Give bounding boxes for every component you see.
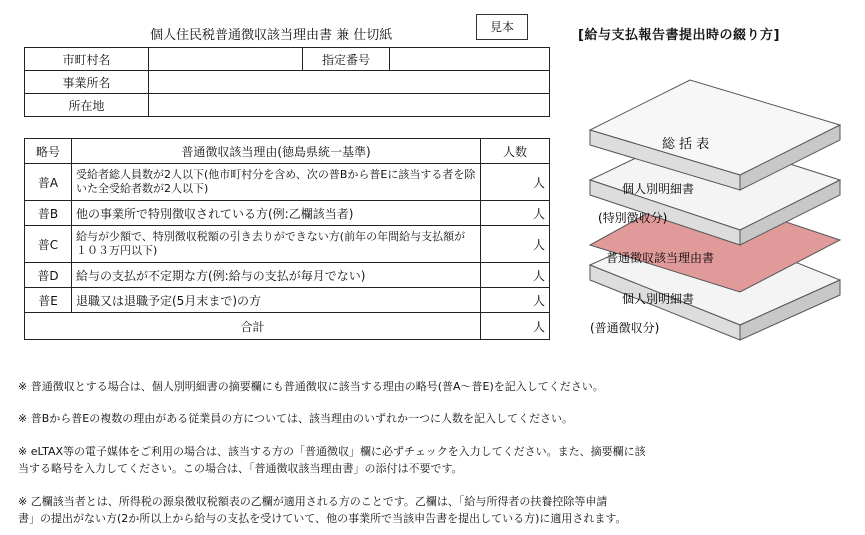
sample-stamp: 見本 xyxy=(476,14,528,40)
designation-number-field[interactable] xyxy=(390,48,550,71)
layer-special-label: 個人別明細書 xyxy=(622,182,695,196)
row-code: 普E xyxy=(25,288,72,313)
row-code: 普D xyxy=(25,263,72,288)
address-field[interactable] xyxy=(149,94,550,117)
row-code: 普A xyxy=(25,164,72,201)
layer-ordinary-sublabel: (普通徴収分) xyxy=(590,321,660,335)
row-code: 普C xyxy=(25,226,72,263)
municipality-field[interactable] xyxy=(149,48,303,71)
note-1: ※ 普通徴収とする場合は、個人別明細書の摘要欄にも普通徴収に該当する理由の略号(普A～普E)を記入してください。 xyxy=(18,380,604,393)
designation-number-label: 指定番号 xyxy=(303,48,390,71)
row-code: 普B xyxy=(25,201,72,226)
note-2: ※ 普Bから普Eの複数の理由がある従業員の方については、該当理由のいずれか一つに人数を記入してください。 xyxy=(18,412,573,425)
note-3: ※ eLTAX等の電子媒体をご利用の場合は、該当する方の「普通徴収」欄に必ずチェックを入力してください。また、摘要欄に該 当する略号を入力してください。この場合は、「普通徴収該当理由書」の添付は不要です。 xyxy=(18,445,646,475)
office-name-field[interactable] xyxy=(149,71,550,94)
binding-instructions-title: [給与支払報告書提出時の綴り方] xyxy=(578,28,780,43)
reason-header: 普通徴収該当理由(徳島県統一基準) xyxy=(72,139,481,164)
row-count-field[interactable]: 人 xyxy=(481,201,550,226)
layer-special-sublabel: (特別徴収分) xyxy=(598,211,668,225)
layer-reason-label: 普通徴収該当理由書 xyxy=(606,251,715,265)
address-label: 所在地 xyxy=(25,94,149,117)
office-name-label: 事業所名 xyxy=(25,71,149,94)
total-count-field[interactable]: 人 xyxy=(481,313,550,340)
row-reason: 給与の支払が不定期な方(例:給与の支払が毎月でない) xyxy=(72,263,481,288)
code-header: 略号 xyxy=(25,139,72,164)
office-info-table xyxy=(24,47,550,117)
row-reason: 給与が少額で、特別徴収税額の引き去りができない方(前年の年間給与支払額が１０３万円以下) xyxy=(72,226,481,263)
row-count-field[interactable]: 人 xyxy=(481,226,550,263)
row-count-field[interactable]: 人 xyxy=(481,164,550,201)
table-row xyxy=(25,263,550,288)
table-row xyxy=(25,288,550,313)
layer-ordinary-label: 個人別明細書 xyxy=(622,292,695,306)
row-count-field[interactable]: 人 xyxy=(481,263,550,288)
row-reason: 他の事業所で特別徴収されている方(例:乙欄該当者) xyxy=(72,201,481,226)
document-title: 個人住民税普通徴収該当理由書 兼 仕切紙 xyxy=(150,28,393,43)
row-count-field[interactable]: 人 xyxy=(481,288,550,313)
total-row xyxy=(25,313,550,340)
table-row xyxy=(25,201,550,226)
municipality-label: 市町村名 xyxy=(25,48,149,71)
reason-table xyxy=(24,138,550,340)
table-row xyxy=(25,226,550,263)
note-4: ※ 乙欄該当者とは、所得税の源泉徴収税額表の乙欄が適用される方のことです。乙欄は、「給与所得者の扶養控除等申請 書」の提出がない方(2か所以上から給与の支払を受けていて、他の事業所で当該申告書を提出している方)に適用されます。 xyxy=(18,495,627,525)
binding-order-diagram xyxy=(580,70,850,350)
total-label: 合計 xyxy=(25,313,481,340)
count-header: 人数 xyxy=(481,139,550,164)
row-reason: 受給者総人員数が2人以下(他市町村分を含め、次の普Bから普Eに該当する者を除いた全受給者数が2人以下) xyxy=(72,164,481,201)
row-reason: 退職又は退職予定(5月末まで)の方 xyxy=(72,288,481,313)
table-row xyxy=(25,164,550,201)
layer-summary-label: 総 括 表 xyxy=(662,137,710,152)
